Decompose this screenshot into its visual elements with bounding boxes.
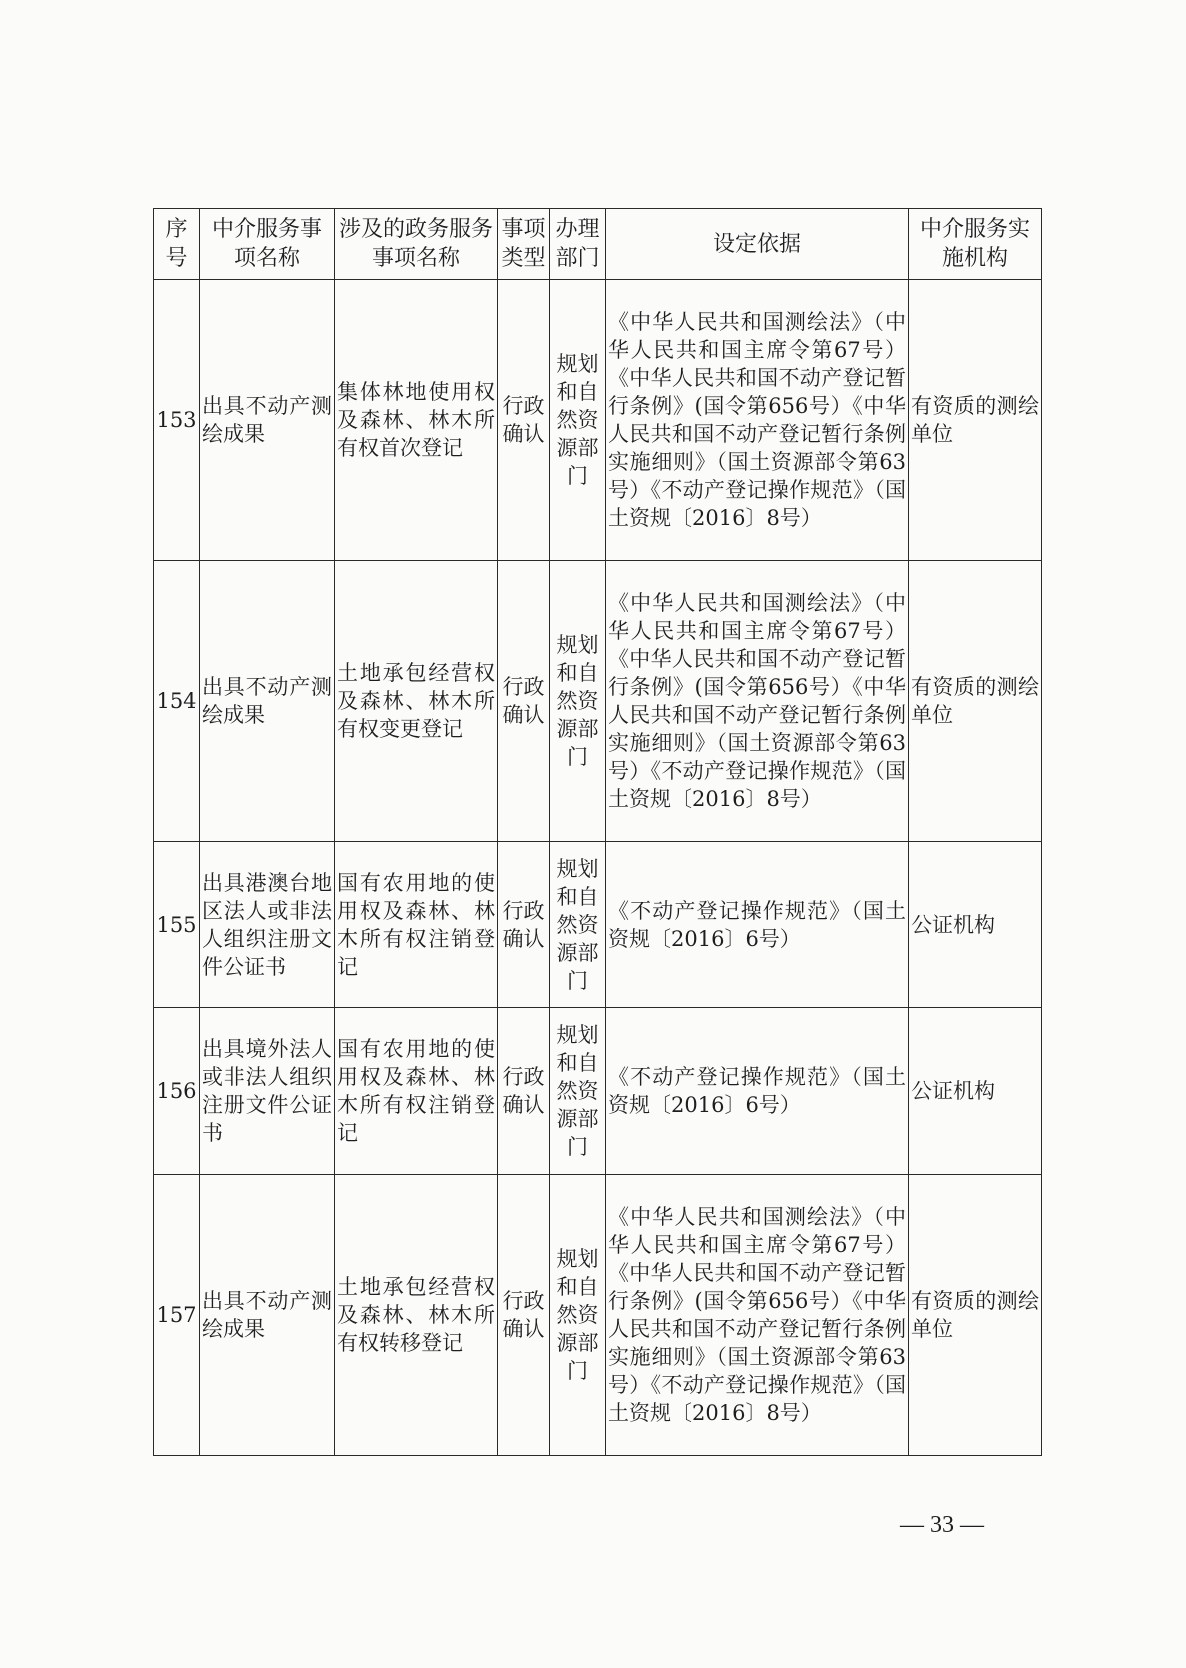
header-basis: 设定依据 (606, 209, 909, 280)
cell-dept: 规划和自然资源部门 (550, 1175, 606, 1456)
cell-no: 155 (154, 842, 200, 1008)
cell-basis: 《不动产登记操作规范》（国土资规〔2016〕6号） (606, 1008, 909, 1175)
header-affair: 涉及的政务服务事项名称 (335, 209, 498, 280)
header-no: 序号 (154, 209, 200, 280)
cell-dept: 规划和自然资源部门 (550, 842, 606, 1008)
cell-no: 156 (154, 1008, 200, 1175)
cell-name: 出具不动产测绘成果 (200, 561, 335, 842)
cell-org: 公证机构 (909, 1008, 1042, 1175)
cell-name: 出具不动产测绘成果 (200, 1175, 335, 1456)
cell-type: 行政确认 (498, 842, 550, 1008)
table-row (154, 1008, 1042, 1175)
header-dept: 办理部门 (550, 209, 606, 280)
cell-name: 出具境外法人或非法人组织注册文件公证书 (200, 1008, 335, 1175)
cell-name: 出具港澳台地区法人或非法人组织注册文件公证书 (200, 842, 335, 1008)
table-row (154, 280, 1042, 561)
cell-type: 行政确认 (498, 1175, 550, 1456)
cell-type: 行政确认 (498, 280, 550, 561)
service-items-table (153, 208, 1042, 1456)
cell-org: 有资质的测绘单位 (909, 280, 1042, 561)
cell-basis: 《中华人民共和国测绘法》（中华人民共和国主席令第67号）《中华人民共和国不动产登记暂行条例》(国令第656号）《中华人民共和国不动产登记暂行条例实施细则》（国土资源部令第63号）《不动产登记操作规范》（国土资规〔2016〕8号） (606, 1175, 909, 1456)
table-row (154, 561, 1042, 842)
table-header-row (154, 209, 1042, 280)
table-row (154, 842, 1042, 1008)
header-name: 中介服务事项名称 (200, 209, 335, 280)
cell-dept: 规划和自然资源部门 (550, 280, 606, 561)
cell-basis: 《中华人民共和国测绘法》（中华人民共和国主席令第67号）《中华人民共和国不动产登记暂行条例》(国令第656号）《中华人民共和国不动产登记暂行条例实施细则》（国土资源部令第63号）《不动产登记操作规范》（国土资规〔2016〕8号） (606, 280, 909, 561)
cell-affair: 土地承包经营权及森林、林木所有权转移登记 (335, 1175, 498, 1456)
cell-basis: 《不动产登记操作规范》（国土资规〔2016〕6号） (606, 842, 909, 1008)
cell-affair: 国有农用地的使用权及森林、林木所有权注销登记 (335, 1008, 498, 1175)
table-row (154, 1175, 1042, 1456)
cell-no: 157 (154, 1175, 200, 1456)
header-org: 中介服务实施机构 (909, 209, 1042, 280)
cell-no: 153 (154, 280, 200, 561)
cell-type: 行政确认 (498, 561, 550, 842)
cell-org: 公证机构 (909, 842, 1042, 1008)
cell-dept: 规划和自然资源部门 (550, 1008, 606, 1175)
cell-type: 行政确认 (498, 1008, 550, 1175)
cell-affair: 集体林地使用权及森林、林木所有权首次登记 (335, 280, 498, 561)
cell-affair: 土地承包经营权及森林、林木所有权变更登记 (335, 561, 498, 842)
page-number: — 33 — (900, 1512, 984, 1538)
cell-dept: 规划和自然资源部门 (550, 561, 606, 842)
header-type: 事项类型 (498, 209, 550, 280)
cell-org: 有资质的测绘单位 (909, 561, 1042, 842)
cell-affair: 国有农用地的使用权及森林、林木所有权注销登记 (335, 842, 498, 1008)
cell-no: 154 (154, 561, 200, 842)
cell-org: 有资质的测绘单位 (909, 1175, 1042, 1456)
cell-basis: 《中华人民共和国测绘法》（中华人民共和国主席令第67号）《中华人民共和国不动产登记暂行条例》(国令第656号）《中华人民共和国不动产登记暂行条例实施细则》（国土资源部令第63号）《不动产登记操作规范》（国土资规〔2016〕8号） (606, 561, 909, 842)
cell-name: 出具不动产测绘成果 (200, 280, 335, 561)
